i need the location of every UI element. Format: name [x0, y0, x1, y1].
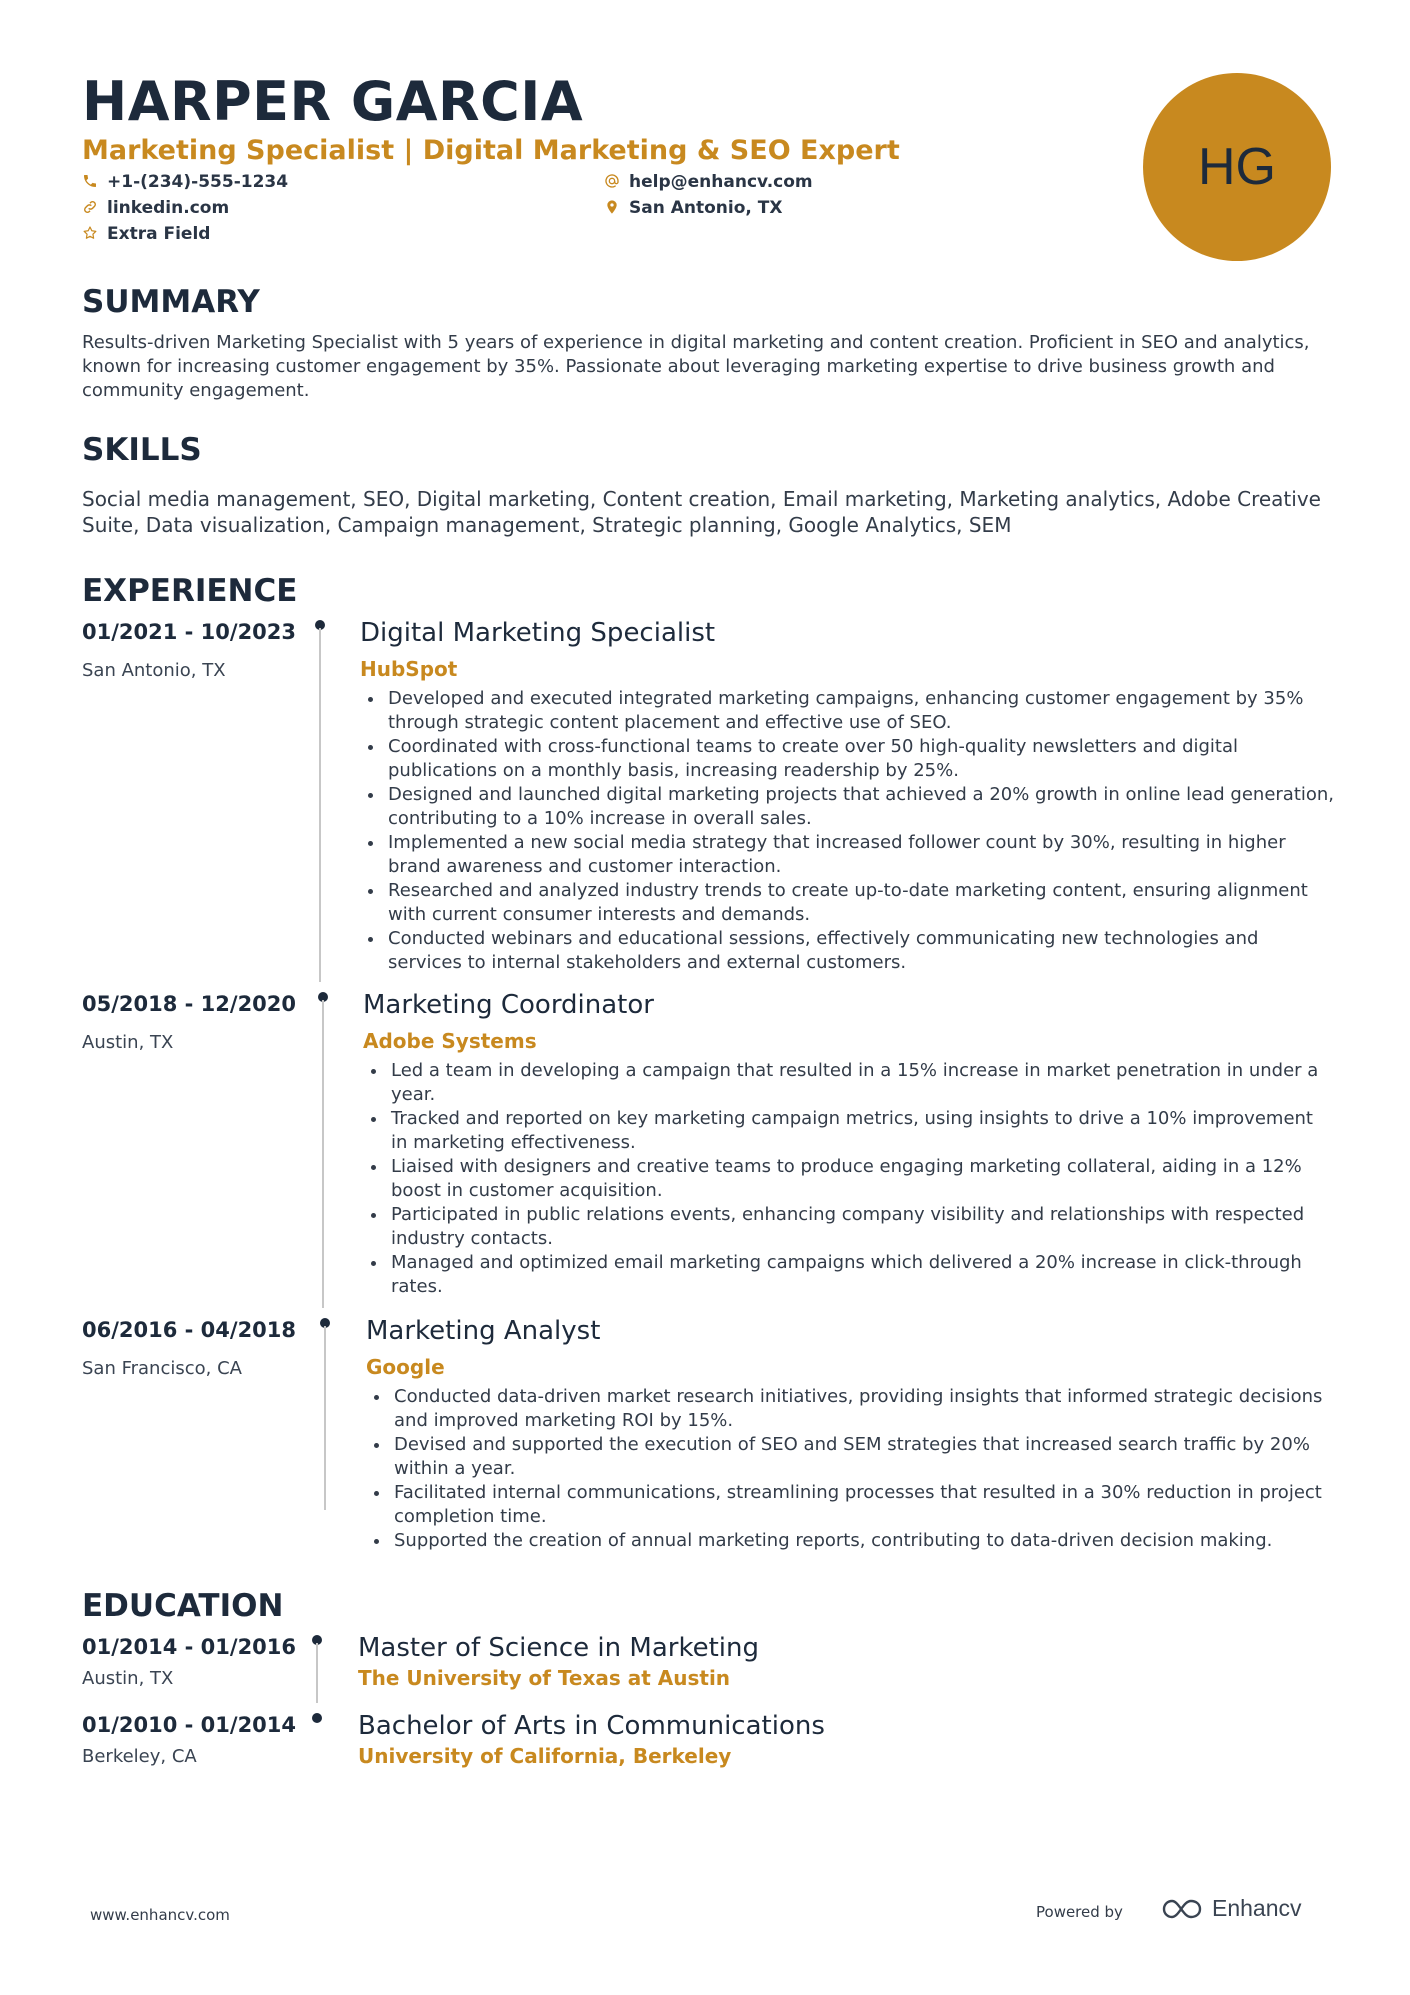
education-title: EDUCATION [82, 1588, 284, 1624]
extra-field-text: Extra Field [107, 224, 211, 244]
contact-extra [82, 223, 210, 245]
education-location: Austin, TX [82, 1668, 174, 1689]
education-location: Berkeley, CA [82, 1746, 197, 1767]
list-item: Conducted data-driven market research initiatives, providing insights that informed strategic decisions and improved marketing ROI by 15%. [366, 1385, 1335, 1433]
experience-dates: 01/2021 - 10/2023 [82, 620, 297, 644]
experience-role: Digital Marketing Specialist [360, 618, 716, 648]
list-item: Managed and optimized email marketing campaigns which delivered a 20% increase in click-through rates. [363, 1251, 1335, 1299]
experience-company: Google [366, 1355, 445, 1379]
education-dates: 01/2014 - 01/2016 [82, 1635, 297, 1659]
headline: Marketing Specialist | Digital Marketing & SEO Expert [82, 135, 900, 166]
list-item: Tracked and reported on key marketing campaign metrics, using insights to drive a 10% improvement in marketing effectiveness. [363, 1107, 1335, 1155]
footer-website[interactable]: www.enhancv.com [90, 1906, 230, 1924]
timeline-line [324, 1326, 326, 1510]
candidate-name: HARPER GARCIA [82, 70, 584, 133]
summary-title: SUMMARY [82, 284, 260, 320]
experience-bullets [366, 1385, 1335, 1553]
enhancv-logo-icon [1160, 1896, 1206, 1922]
experience-company: Adobe Systems [363, 1029, 537, 1053]
timeline-dot [312, 1713, 322, 1723]
contact-email [604, 171, 813, 193]
contact-linkedin [82, 197, 229, 219]
list-item: Researched and analyzed industry trends to create up-to-date marketing content, ensuring alignment with current consumer interests and demands. [360, 879, 1335, 927]
list-item: Supported the creation of annual marketing reports, contributing to data-driven decision making. [366, 1529, 1335, 1553]
list-item: Devised and supported the execution of SEO and SEM strategies that increased search traffic by 20% within a year. [366, 1433, 1335, 1481]
at-icon [604, 173, 622, 191]
education-degree: Bachelor of Arts in Communications [358, 1711, 825, 1741]
experience-dates: 06/2016 - 04/2018 [82, 1318, 297, 1342]
summary-text: Results-driven Marketing Specialist with 5 years of experience in digital marketing and content creation. Proficient in SEO and analytics, known for increasing customer engagement by 35%. Passionate about leveraging marketing expertise to drive business growth and community engagement. [82, 332, 1310, 401]
timeline-line [322, 1000, 324, 1308]
experience-location: San Francisco, CA [82, 1358, 242, 1379]
location-pin-icon [604, 199, 622, 217]
list-item: Participated in public relations events, enhancing company visibility and relationships with respected industry contacts. [363, 1203, 1335, 1251]
link-icon [82, 199, 100, 217]
experience-bullets [360, 687, 1335, 975]
education-school: The University of Texas at Austin [358, 1666, 731, 1690]
list-item: Facilitated internal communications, streamlining processes that resulted in a 30% reduction in project completion time. [366, 1481, 1335, 1529]
phone-text[interactable]: +1-(234)-555-1234 [107, 172, 289, 192]
list-item: Coordinated with cross-functional teams to create over 50 high-quality newsletters and digital publications on a monthly basis, increasing readership by 25%. [360, 735, 1335, 783]
contact-phone [82, 171, 288, 193]
experience-company: HubSpot [360, 657, 458, 681]
experience-bullets [363, 1059, 1335, 1299]
list-item: Led a team in developing a campaign that resulted in a 15% increase in market penetration in under a year. [363, 1059, 1335, 1107]
email-text[interactable]: help@enhancv.com [629, 172, 813, 192]
timeline-line [316, 1643, 318, 1703]
list-item: Developed and executed integrated marketing campaigns, enhancing customer engagement by 35% through strategic content placement and effective use of SEO. [360, 687, 1335, 735]
experience-role: Marketing Coordinator [363, 990, 654, 1020]
star-icon [82, 225, 100, 243]
list-item: Liaised with designers and creative teams to produce engaging marketing collateral, aiding in a 12% boost in customer acquisition. [363, 1155, 1335, 1203]
experience-dates: 05/2018 - 12/2020 [82, 992, 297, 1016]
footer-brand-name: Enhancv [1212, 1895, 1302, 1921]
education-dates: 01/2010 - 01/2014 [82, 1713, 297, 1737]
experience-title: EXPERIENCE [82, 573, 298, 609]
location-text: San Antonio, TX [629, 198, 783, 218]
avatar: HG [1143, 73, 1331, 261]
timeline-line [319, 628, 321, 982]
list-item: Conducted webinars and educational sessions, effectively communicating new technologies and services to internal stakeholders and external customers. [360, 927, 1335, 975]
skills-text: Social media management, SEO, Digital marketing, Content creation, Email marketing, Marketing analytics, Adobe Creative Suite, Data visualization, Campaign management, Strategic planning, Google Analytics, SEM [82, 487, 1321, 537]
list-item: Designed and launched digital marketing projects that achieved a 20% growth in online lead generation, contributing to a 10% increase in overall sales. [360, 783, 1335, 831]
skills-title: SKILLS [82, 432, 202, 468]
experience-location: San Antonio, TX [82, 660, 226, 681]
footer-powered-by: Powered by [1036, 1903, 1123, 1921]
linkedin-text[interactable]: linkedin.com [107, 198, 230, 218]
education-school: University of California, Berkeley [358, 1744, 732, 1768]
education-degree: Master of Science in Marketing [358, 1633, 759, 1663]
phone-icon [82, 173, 100, 191]
experience-role: Marketing Analyst [366, 1316, 601, 1346]
contact-location [604, 197, 783, 219]
footer-brand-logo[interactable] [1160, 1895, 1302, 1922]
list-item: Implemented a new social media strategy that increased follower count by 30%, resulting in higher brand awareness and customer interaction. [360, 831, 1335, 879]
experience-location: Austin, TX [82, 1032, 174, 1053]
